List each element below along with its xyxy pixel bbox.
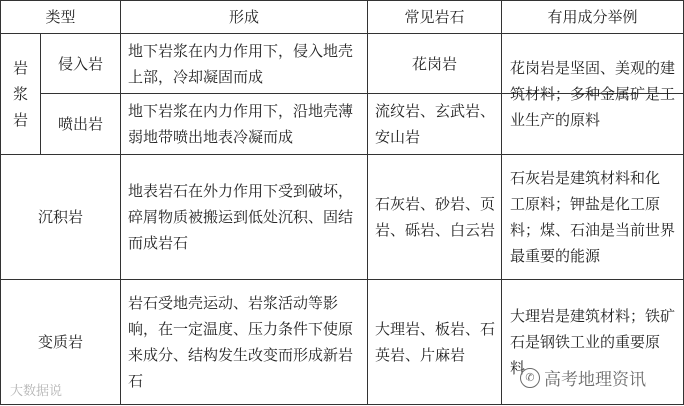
rocks-intrusive: 花岗岩	[411, 54, 457, 73]
type-sedimentary: 沉积岩	[37, 208, 83, 226]
header-common-rocks: 常见岩石	[404, 8, 465, 26]
uses-magma: 花岗岩是坚固、美观的建 筑材料；多种金属矿是工 业生产的原料	[510, 59, 676, 129]
formation-intrusive: 地下岩浆在内力作用下，侵入地壳 上部，冷却凝固而成	[128, 41, 354, 86]
header-formation: 形成	[228, 8, 259, 26]
watermark-right-text: 高考地理资讯	[544, 370, 646, 390]
column-divider	[120, 0, 121, 405]
rocks-metamorphic: 大理岩、板岩、石 英岩、片麻岩	[375, 320, 496, 364]
formation-sedimentary: 地表岩石在外力作用下受到破坏， 碎屑物质被搬运到低处沉积、固结 而成岩石	[128, 182, 354, 252]
formation-metamorphic: 岩石受地壳运动、岩浆活动等影 响，在一定温度、压力条件下使原 来成分、结构发生改变而形成新岩 石	[128, 294, 354, 390]
uses-sedimentary: 石灰岩是建筑材料和化 工原料；钾盐是化工原 料；煤、石油是当前世界 最重要的能源	[510, 169, 676, 265]
rocks-sedimentary: 石灰岩、砂岩、页 岩、砾岩、白云岩	[375, 195, 496, 239]
header-useful-components: 有用成分举例	[547, 8, 638, 26]
type-metamorphic: 变质岩	[37, 333, 83, 351]
type-extrusive: 喷出岩	[57, 115, 103, 133]
uses-metamorphic: 大理岩是建筑材料；铁矿 石是钢铁工业的重要原 料	[510, 307, 676, 377]
header-type: 类型	[45, 8, 76, 26]
wechat-icon: ✆	[520, 368, 540, 388]
watermark-right	[520, 365, 646, 390]
type-intrusive: 侵入岩	[57, 54, 103, 73]
rocks-extrusive: 流纹岩、玄武岩、 安山岩	[375, 102, 496, 146]
formation-extrusive: 地下岩浆在内力作用下，沿地壳薄 弱地带喷出地表冷凝而成	[128, 102, 354, 146]
watermark-left	[10, 380, 62, 399]
table-border-bottom	[0, 404, 684, 405]
magma-rock-group-label: 岩 浆 岩	[12, 59, 28, 129]
watermark-left-text: 大数据说	[10, 384, 63, 399]
column-divider	[501, 0, 502, 405]
